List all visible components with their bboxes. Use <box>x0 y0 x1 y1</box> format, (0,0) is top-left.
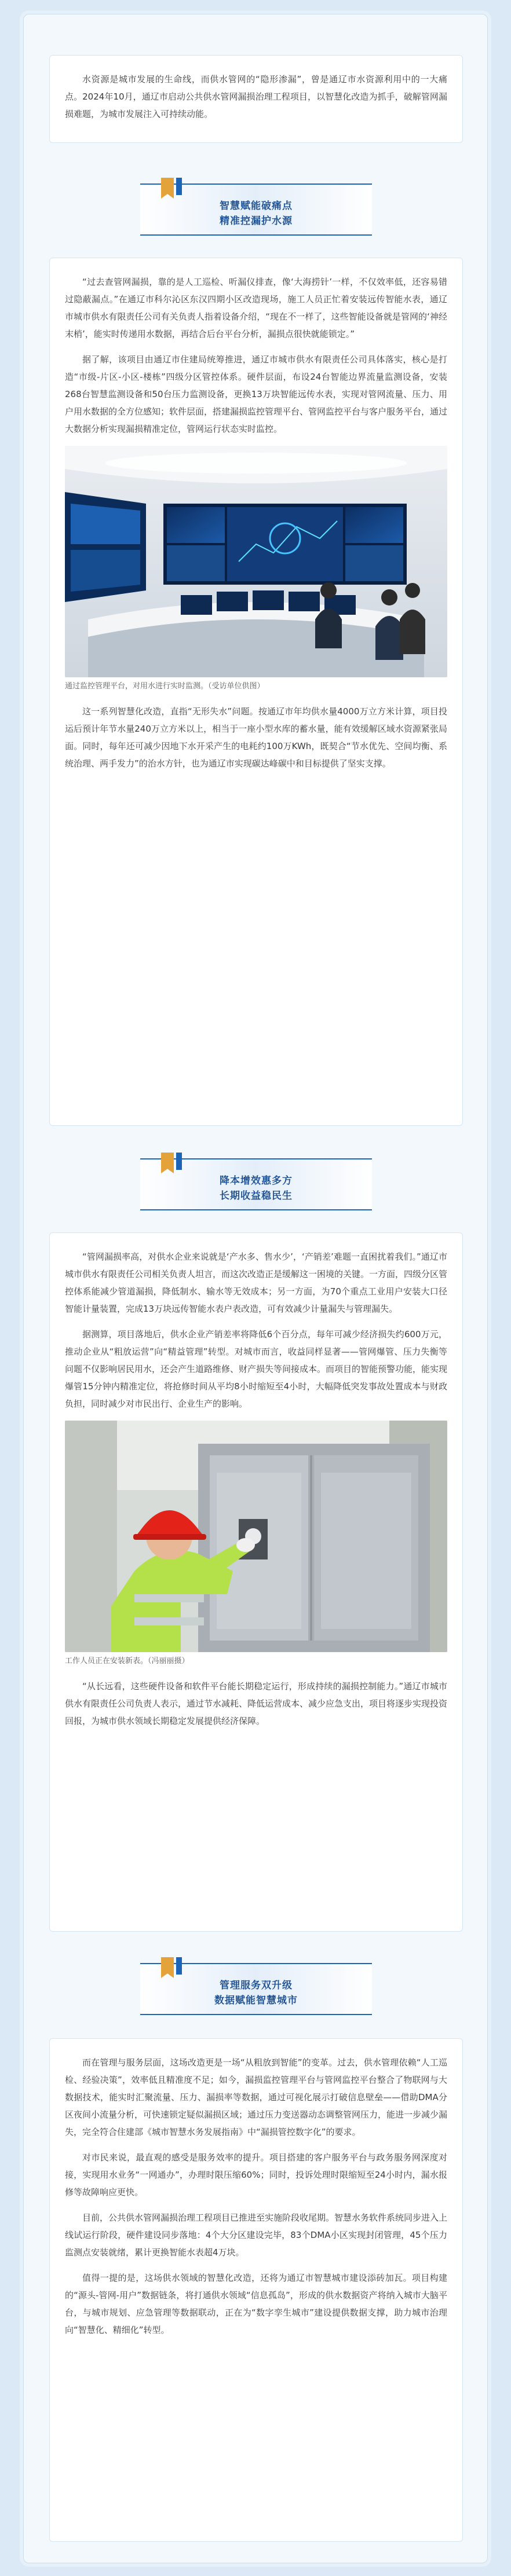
section-3-paragraph-3: 目前，公共供水管网漏损治理工程项目已推进至实施阶段收尾期。智慧水务软件系统同步进入上线试运行阶段，硬件建设同步落地：4个大分区建设完毕，83个DMA小区实现封闭管理，45个压力监测点安装就绪，累计更换智能水表超4万块。 <box>65 2212 448 2258</box>
section-2-paragraph-2: 据测算，项目落地后，供水企业产销差率将降低6个百分点，每年可减少经济损失约600万元，推动企业从“粗放运营”向“精益管理”转型。对城市而言，收益同样显著——管网爆管、压力失衡等问题不仅影响居民用水，还会产生道路维修、财产损失等间接成本。而项目的智能预警功能，能实现爆管15分钟内精准定位，将抢修时间从平均8小时缩短至4小时，大幅降低突发事故处置成本与财政负担，同时减少对市民出行、企业生产的影响。 <box>65 1329 448 1409</box>
article-page <box>23 14 488 2563</box>
intro-card <box>49 55 463 143</box>
bookmark-stripe-icon <box>176 178 182 195</box>
monitoring-center-photo <box>65 446 447 677</box>
section-1-heading <box>140 178 372 241</box>
section-1-title-line-2: 精准控漏护水源 <box>220 215 293 227</box>
section-2-paragraph-1: “管网漏损率高，对供水企业来说就是‘产水多、售水少’，‘产销差’难题一直困扰着我们。”通辽市城市供水有限责任公司相关负责人坦言，而这次改造正是缓解这一困境的关键。一方面，四级分区管控体系能减少管道漏损，降低制水、输水等无效成本；另一方面，为70个重点工业用户安装大口径智能计量装置，完成13万块远传智能水表户表改造，可有效减少计量漏失与管理漏失。 <box>65 1252 448 1314</box>
section-2-heading <box>140 1153 372 1216</box>
section-3-title-line-2: 数据赋能智慧城市 <box>214 1995 298 2006</box>
section-3-paragraph-2: 对市民来说，最直观的感受是服务效率的提升。项目搭建的客户服务平台与政务服务网深度对接，实现用水业务“一网通办”，办理时限压缩60%；同时，投诉处理时限缩短至24小时内，漏水报修等故障响应更快。 <box>65 2152 447 2197</box>
meter-installation-photo <box>65 1421 447 1652</box>
section-2-card <box>49 1232 463 1932</box>
section-1-card <box>49 258 463 1126</box>
section-3-paragraph-1: 而在管理与服务层面，这场改造更是一场“从粗放到智能”的变革。过去，供水管理依赖“人工巡检、经验决策”，效率低且精准度不足；如今，漏损监控管理平台与管网监控平台整合了物联网与大数据技术，能实时汇聚流量、压力、漏损率等数据，通过可视化展示打破信息壁垒——借助DMA分区夜间小流量分析，可快速锁定疑似漏损区域；通过压力变送器动态调整管网压力，能进一步减少漏失，完全符合住建部《城市智慧水务发展指南》中“漏损管控数字化”的要求。 <box>65 2057 448 2137</box>
section-1-title-line-1: 智慧赋能破痛点 <box>220 200 293 212</box>
section-3-title-line-1: 管理服务双升级 <box>220 1980 293 1991</box>
section-3-card <box>49 2038 463 2542</box>
bookmark-stripe-icon <box>176 1153 182 1170</box>
section-2-title-line-2: 长期收益稳民生 <box>220 1190 293 1202</box>
section-1-photo-caption: 通过监控管理平台，对用水进行实时监测。（受访单位供图） <box>65 682 265 691</box>
section-2-title-line-1: 降本增效惠多方 <box>220 1175 293 1187</box>
monitoring-center-illustration <box>65 446 447 677</box>
meter-installation-illustration <box>65 1421 447 1652</box>
section-2-paragraph-3: “从长远看，这些硬件设备和软件平台能长期稳定运行，形成持续的漏损控制能力。”通辽市城市供水有限责任公司负责人表示，通过节水减耗、降低运营成本、减少应急支出，项目将逐步实现投资回报，为城市供水领域长期稳定发展提供经济保障。 <box>65 1681 448 1726</box>
section-2-photo-caption: 工作人员正在安装新表。（冯丽丽摄） <box>65 1657 189 1665</box>
section-1-paragraph-1: “过去查管网漏损，靠的是人工巡检、听漏仪排查，像‘大海捞针’一样，不仅效率低，还容易错过隐蔽漏点。”在通辽市科尔沁区东汉四期小区改造现场，施工人员正忙着安装远传智能水表，通辽市城市供水有限责任公司有关负责人指着设备介绍，“现在不一样了，这些智能设备就是管网的‘神经末梢’，能实时传递用水数据，再结合后台平台分析，漏损点很快就能锁定。” <box>65 277 447 339</box>
section-3-heading <box>140 1957 372 2021</box>
bookmark-stripe-icon <box>176 1957 182 1975</box>
section-1-paragraph-2: 据了解，该项目由通辽市住建局统筹推进，通辽市城市供水有限责任公司具体落实，核心是打造“市级-片区-小区-楼栋”四级分区管控体系。硬件层面，布设24台智能边界流量监测设备，安装268台智慧监测设备和50台压力监测设备，更换13万块智能远传水表，实现对管网流量、压力、用户用水数据的全方位感知；软件层面，搭建漏损监控管理平台、管网监控平台与客户服务平台，通过大数据分析实现漏损精准定位，管网运行状态实时监控。 <box>65 354 448 434</box>
intro-paragraph: 水资源是城市发展的生命线，而供水管网的“隐形渗漏”，曾是通辽市水资源利用中的一大痛点。2024年10月，通辽市启动公共供水管网漏损治理工程项目，以智慧化改造为抓手，破解管网漏损难题，为城市发展注入可持续动能。 <box>65 74 447 119</box>
section-3-paragraph-4: 值得一提的是，这场供水领域的智慧化改造，还将为通辽市智慧城市建设添砖加瓦。项目构建的“源头-管网-用户”数据链条，将打通供水领域“信息孤岛”，形成的供水数据资产将纳入城市大脑平台，与城市规划、应急管理等数据联动，正在为“数字孪生城市”建设提供数据支撑，助力城市治理向“智慧化、精细化”转型。 <box>65 2273 447 2335</box>
section-1-paragraph-3: 这一系列智慧化改造，直指“无形失水”问题。按通辽市年均供水量4000万立方米计算，项目投运后预计年节水量240万立方米以上，相当于一座小型水库的蓄水量，能有效缓解区域水资源紧张局面。同时，每年还可减少因地下水开采产生的电耗约100万KWh，既契合“节水优先、空间均衡、系统治理、两手发力”的治水方针，也为通辽市实现碳达峰碳中和目标提供了坚实支撑。 <box>65 706 447 769</box>
